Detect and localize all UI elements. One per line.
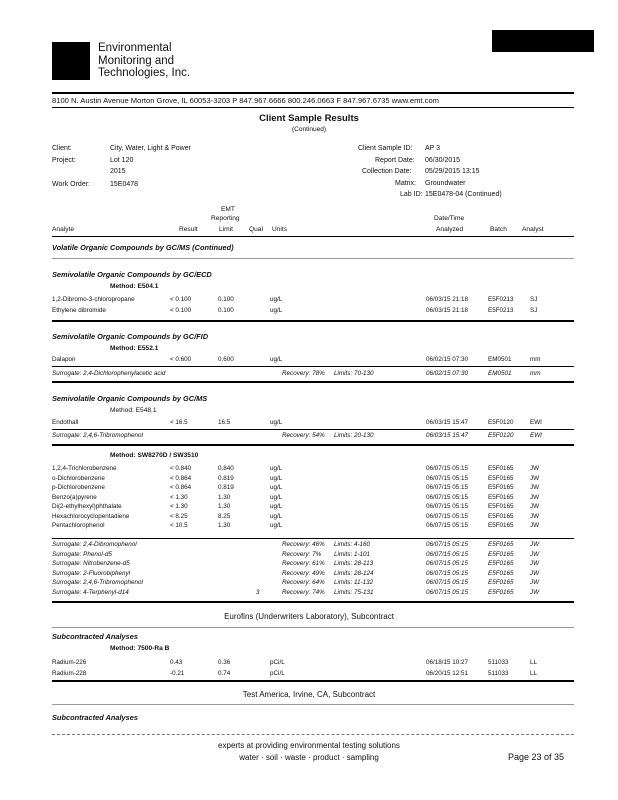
cell-limit: 16.5: [218, 419, 231, 426]
cell-units: ug/L: [270, 493, 283, 501]
report-date-value: 06/30/2015: [425, 157, 461, 164]
cell-units: pCi/L: [270, 670, 285, 677]
cell-result: < 0.864: [170, 484, 192, 491]
redaction-box: [492, 30, 594, 52]
cell-batch: E5F0165: [488, 550, 514, 558]
cell-analyst: JW: [530, 550, 540, 558]
cell-batch: 511033: [488, 659, 509, 666]
cell-date: 06/07/15 05:15: [426, 522, 469, 529]
cell-date: 06/20/15 12:51: [426, 670, 469, 677]
cell-date: 06/03/15 15:47: [426, 419, 469, 426]
section-rule: [52, 627, 574, 628]
table-row: [52, 307, 574, 315]
method-label: Method: 7500-Ra B: [110, 645, 170, 652]
lab-test-america: Test America, Irvine, CA, Subcontract: [242, 690, 376, 699]
method-label: Method: E504.1: [110, 283, 159, 290]
table-row: [52, 296, 574, 304]
cell-analyst: JW: [530, 579, 540, 586]
cell-batch: E5F0165: [488, 512, 514, 520]
cell-batch: E5F0120: [488, 432, 514, 439]
cell-limits: Limits: 20-130: [334, 432, 374, 439]
cell-analyte: p-Dichlorobenzene: [52, 484, 105, 491]
cell-analyst: JW: [530, 512, 540, 520]
cell-date: 06/02/15 07:30: [426, 356, 469, 363]
cell-batch: E5F0165: [488, 560, 514, 567]
table-row: [52, 503, 574, 511]
section-rule: [52, 320, 574, 322]
work-order-value: 15E0478: [110, 181, 139, 188]
lab-eurofins: Eurofins (Underwriters Laboratory), Subcontract: [224, 612, 394, 621]
cell-date: 06/07/15 05:15: [426, 579, 469, 586]
surrogate-row: [52, 570, 574, 578]
cell-result: < 0.100: [170, 307, 192, 314]
section-rule: [52, 258, 574, 259]
cell-date: 06/02/15 07:30: [426, 370, 469, 377]
section-voc: Volatile Organic Compounds by GC/MS (Continued): [52, 243, 234, 252]
cell-analyst: LL: [530, 659, 538, 666]
cell-units: ug/L: [270, 522, 283, 529]
lab-id-value: 15E0478-04 (Continued): [425, 191, 502, 198]
company-name: Environmental Monitoring and Technologies, Inc.: [98, 42, 191, 79]
cell-analyte: Surrogate: 4-Terphenyl-d14: [52, 588, 129, 596]
cell-analyte: Surrogate: 2,4,6-Tribromophenol: [52, 579, 143, 586]
cell-analyst: EWI: [530, 419, 542, 426]
cell-result: < 1.30: [170, 503, 188, 510]
cell-batch: E5F0165: [488, 484, 514, 491]
section-subcontracted: Subcontracted Analyses: [52, 632, 138, 641]
cell-batch: E5F0213: [488, 307, 514, 314]
cell-batch: E5F0120: [488, 419, 514, 426]
cell-batch: EM0501: [488, 356, 512, 363]
surrogate-row: [52, 551, 574, 559]
cell-date: 06/03/15 15:47: [426, 432, 469, 439]
cell-analyte: Dalapon: [52, 356, 76, 363]
cell-units: ug/L: [270, 419, 283, 426]
cell-limit: 0.840: [218, 465, 234, 472]
table-row: [52, 484, 574, 492]
report-subtitle: (Continued): [292, 126, 326, 133]
section-rule: [52, 680, 574, 682]
cell-analyst: EWI: [530, 432, 542, 439]
surrogate-row: [52, 432, 574, 440]
cell-result: < 8.25: [170, 512, 188, 520]
cell-qual: 3: [256, 588, 260, 596]
cell-units: ug/L: [270, 503, 283, 510]
address-rule: [52, 107, 574, 108]
section-rule: [52, 444, 574, 446]
table-row: [52, 494, 574, 502]
cell-analyst: JW: [530, 484, 540, 491]
cell-date: 06/07/15 05:15: [426, 503, 469, 510]
cell-analyte: Radium-226: [52, 659, 87, 666]
page-number: Page 23 of 35: [508, 752, 565, 762]
surrogate-row: [52, 579, 574, 587]
cell-date: 06/07/15 05:15: [426, 588, 469, 596]
cell-analyst: JW: [530, 560, 540, 567]
sample-id-value: AP 3: [425, 145, 441, 152]
cell-units: ug/L: [270, 307, 283, 314]
cell-date: 06/07/15 05:15: [426, 493, 469, 501]
cell-recovery: Recovery: 78%: [282, 370, 325, 377]
cell-recovery: Recovery: 64%: [282, 579, 325, 586]
cell-units: pCi/L: [270, 659, 285, 666]
section-svoc-fid: Semivolatile Organic Compounds by GC/FID: [52, 332, 209, 341]
table-row: [52, 419, 574, 427]
cell-analyte: Surrogate: 2,4-Dichlorophenylacetic acid: [52, 370, 166, 377]
cell-analyst: JW: [530, 522, 540, 529]
surrogate-rule: [52, 366, 574, 367]
report-title: Client Sample Results: [259, 113, 359, 124]
project-year: 2015: [110, 168, 126, 175]
cell-batch: E5F0165: [488, 569, 514, 577]
cell-date: 06/07/15 05:15: [426, 550, 469, 558]
cell-batch: E5F0165: [488, 541, 514, 548]
section-rule: [52, 704, 574, 705]
cell-date: 06/07/15 05:15: [426, 541, 469, 548]
cell-batch: EM0501: [488, 370, 512, 377]
cell-recovery: Recovery: 46%: [282, 541, 325, 548]
cell-batch: E5F0213: [488, 296, 514, 303]
table-row: [52, 465, 574, 473]
cell-analyte: Hexachlorocyclopentadiene: [52, 512, 130, 520]
table-row: [52, 475, 574, 483]
table-row: [52, 513, 574, 521]
cell-analyst: JW: [530, 474, 540, 482]
matrix-value: Groundwater: [425, 180, 466, 187]
header-bottom-rule: [52, 236, 574, 237]
cell-analyst: JW: [530, 503, 540, 510]
cell-limit: 0.100: [218, 296, 234, 303]
cell-result: < 1.30: [170, 493, 188, 501]
company-logo: [52, 42, 90, 80]
cell-limit: 0.819: [218, 484, 234, 491]
section-svoc-ms: Semivolatile Organic Compounds by GC/MS: [52, 394, 208, 403]
cell-analyte: 1,2,4-Trichlorobenzene: [52, 465, 117, 472]
cell-units: ug/L: [270, 465, 283, 472]
cell-analyte: Di(2-ethylhexyl)phthalate: [52, 503, 122, 510]
footer-services: water · soil · waste · product · sampling: [239, 753, 379, 762]
header-rule: [52, 92, 574, 94]
footer-tagline: experts at providing environmental testing solutions: [218, 741, 400, 750]
cell-limit: 1.30: [218, 522, 231, 529]
cell-units: ug/L: [270, 296, 283, 303]
cell-result: < 16.5: [170, 419, 188, 426]
section-svoc-ecd: Semivolatile Organic Compounds by GC/ECD: [52, 270, 212, 279]
cell-batch: E5F0165: [488, 588, 514, 596]
cell-analyst: SJ: [530, 307, 538, 314]
footer-rule: [52, 734, 574, 735]
cell-analyst: LL: [530, 670, 538, 677]
cell-units: ug/L: [270, 474, 283, 482]
cell-batch: E5F0165: [488, 579, 514, 586]
cell-date: 06/07/15 05:15: [426, 465, 469, 472]
cell-date: 06/18/15 10:27: [426, 659, 469, 666]
cell-result: < 0.840: [170, 465, 192, 472]
cell-analyst: SJ: [530, 296, 538, 303]
cell-batch: E5F0165: [488, 465, 514, 472]
collection-date-value: 05/29/2015 13:15: [425, 168, 480, 175]
section-subcontracted-2: Subcontracted Analyses: [52, 713, 138, 722]
cell-date: 06/07/15 05:15: [426, 560, 469, 567]
cell-analyte: Surrogate: 2,4,6-Tribromophenol: [52, 432, 143, 439]
surrogate-row: [52, 589, 574, 597]
cell-analyte: Surrogate: 2-Fluorobiphenyl: [52, 569, 131, 577]
cell-limits: Limits: 1-101: [334, 550, 371, 558]
cell-analyte: Surrogate: 2,4-Dibromophenol: [52, 541, 137, 548]
cell-result: -0.21: [170, 670, 185, 677]
cell-limits: Limits: 11-132: [334, 579, 374, 586]
client-value: City, Water, Light & Power: [110, 145, 191, 152]
cell-recovery: Recovery: 61%: [282, 560, 325, 567]
cell-units: ug/L: [270, 484, 283, 491]
cell-units: ug/L: [270, 356, 283, 363]
cell-date: 06/07/15 05:15: [426, 512, 469, 520]
cell-batch: E5F0165: [488, 503, 514, 510]
cell-limit: 1.30: [218, 503, 231, 510]
cell-recovery: Recovery: 49%: [282, 569, 325, 577]
cell-result: 0.43: [170, 659, 183, 666]
method-label: Method: SW8270D / SW3510: [110, 452, 199, 459]
cell-limit: 0.100: [218, 307, 234, 314]
surrogate-rule: [52, 429, 574, 430]
cell-date: 06/03/15 21:18: [426, 307, 469, 314]
table-row: [52, 356, 574, 364]
cell-batch: E5F0165: [488, 493, 514, 501]
cell-analyte: 1,2-Dibromo-3-chloropropane: [52, 296, 135, 303]
cell-limits: Limits: 4-160: [334, 541, 371, 548]
section-rule: [52, 601, 574, 603]
cell-result: < 0.100: [170, 296, 192, 303]
cell-analyte: Benzo(a)pyrene: [52, 493, 97, 501]
cell-limits: Limits: 28-124: [334, 569, 374, 577]
table-row: [52, 522, 574, 530]
surrogate-row: [52, 541, 574, 549]
cell-result: < 10.5: [170, 522, 188, 529]
cell-analyst: mm: [530, 356, 541, 363]
table-row: [52, 670, 574, 678]
cell-recovery: Recovery: 7%: [282, 550, 322, 558]
cell-limit: 0.74: [218, 670, 231, 677]
cell-analyte: Surrogate: Phenol-d5: [52, 550, 112, 558]
cell-limit: 0.600: [218, 356, 234, 363]
cell-batch: E5F0165: [488, 522, 514, 529]
cell-limit: 0.819: [218, 474, 234, 482]
surrogate-row: [52, 560, 574, 568]
cell-date: 06/07/15 05:15: [426, 484, 469, 491]
cell-analyte: Ethylene dibromide: [52, 307, 106, 314]
cell-analyst: JW: [530, 569, 540, 577]
cell-limit: 8.25: [218, 512, 231, 520]
cell-analyte: Endothall: [52, 419, 79, 426]
method-label: Method: E548.1: [110, 407, 157, 414]
cell-analyst: JW: [530, 588, 540, 596]
cell-result: < 0.864: [170, 474, 192, 482]
surrogate-row: [52, 370, 574, 378]
table-row: [52, 659, 574, 667]
cell-analyte: Pentachlorophenol: [52, 522, 105, 529]
cell-units: ug/L: [270, 512, 283, 520]
cell-date: 06/03/15 21:18: [426, 296, 469, 303]
cell-date: 06/07/15 05:15: [426, 569, 469, 577]
cell-date: 06/07/15 05:15: [426, 474, 469, 482]
cell-analyte: Surrogate: Nitrobenzene-d5: [52, 560, 130, 567]
cell-limits: Limits: 75-131: [334, 588, 374, 596]
cell-result: < 0.600: [170, 356, 192, 363]
cell-analyst: JW: [530, 465, 540, 472]
method-label: Method: E552.1: [110, 345, 159, 352]
cell-limits: Limits: 28-113: [334, 560, 374, 567]
cell-batch: 511033: [488, 670, 509, 677]
cell-recovery: Recovery: 54%: [282, 432, 325, 439]
company-address: 8100 N. Austin Avenue Morton Grove, IL 60053-3203 P 847.967.6666 800.246.0663 F 847.967.6735 www.emt.com: [52, 96, 439, 105]
cell-limit: 0.36: [218, 659, 231, 666]
cell-analyst: mm: [530, 370, 541, 377]
project-value: Lot 120: [110, 157, 134, 164]
cell-limit: 1.30: [218, 493, 231, 501]
cell-analyst: JW: [530, 541, 540, 548]
cell-recovery: Recovery: 74%: [282, 588, 325, 596]
section-rule: [52, 381, 574, 383]
cell-batch: E5F0165: [488, 474, 514, 482]
cell-analyte: o-Dichlorobenzene: [52, 474, 105, 482]
cell-analyst: JW: [530, 493, 540, 501]
cell-limits: Limits: 70-130: [334, 370, 374, 377]
surrogate-rule: [52, 538, 574, 539]
cell-analyte: Radium-228: [52, 670, 87, 677]
